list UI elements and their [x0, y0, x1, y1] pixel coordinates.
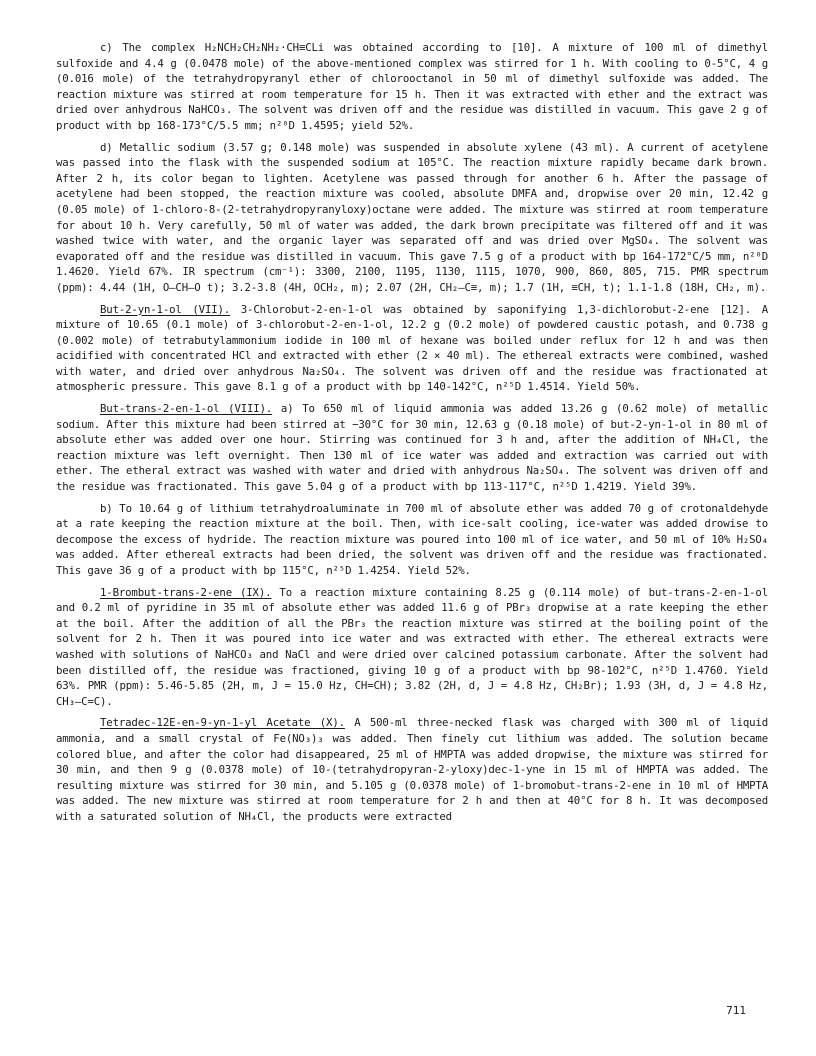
paragraph-1-brombut-trans-2-ene — [56, 585, 768, 710]
paragraph-tetradecenynyl-acetate — [56, 715, 768, 824]
section-heading: But-trans-2-en-1-ol (VIII). — [100, 402, 273, 416]
paragraph-text: d) Metallic sodium (3.57 g; 0.148 mole) was suspended in absolute xylene (43 ml). A current of acetylene was passed into the flask with the suspended sodium at 105°C. The reaction mixture rapidly became dark brown. After 2 h, its color began to lighten. Acetylene was passed through for another 6 h. After the passage of acetylene had been stopped, the reaction mixture was cooled, absolute DMFA and, dropwise over 20 min, 12.42 g (0.05 mole) of 1-chloro-8-(2-tetrahydropyranyloxy)octane were added. The mixture was stirred at room temperature for about 10 h. Very carefully, 50 ml of water was added, the dark brown precipitate was filtered off and it was washed twice with water, and the organic layer was separated off and was dried over MgSO₄. The solvent was evaporated off and the residue was distilled in vacuum. This gave 7.5 g of a product with bp 164-172°C/5 mm, n²⁰D 1.4620. Yield 67%. IR spectrum (cm⁻¹): 3300, 2100, 1195, 1130, 1115, 1070, 900, 860, 805, 715. PMR spectrum (ppm): 4.44 (1H, O–CH–O t); 3.2-3.8 (4H, OCH₂, m); 2.07 (2H, CH₂–C≡, m); 1.7 (1H, ≡CH, t); 1.1-1.8 (18H, CH₂, m). — [56, 140, 768, 294]
paragraph-text: To a reaction mixture containing 8.25 g (0.114 mole) of but-trans-2-en-1-ol and 0.2 ml of pyridine in 35 ml of absolute ether was added 11.6 g of PBr₃ dropwise at a rate keeping the ether at the boil. After the addition of all the PBr₃ the reaction mixture was stirred at the boiling point of the solvent for 2 h. Then it was poured into ice water and was extracted with ether. The ethereal extracts were washed with solutions of NaHCO₃ and NaCl and were dried over calcined potassium carbonate. After the solvent had been distilled off, the residue was fractioned, giving 10 g of a product with bp 98-102°C, n²⁵D 1.4760. Yield 63%. PMR (ppm): 5.46-5.85 (2H, m, J = 15.0 Hz, CH=CH); 3.82 (2H, d, J = 4.8 Hz, CH₂Br); 1.93 (3H, d, J = 4.8 Hz, CH₃–C=C). — [56, 585, 768, 708]
section-heading: 1-Brombut-trans-2-ene (IX). — [100, 585, 272, 599]
page-number: 711 — [726, 1004, 746, 1017]
page-body — [56, 40, 768, 831]
paragraph-text: 3-Chlorobut-2-en-1-ol was obtained by saponifying 1,3-dichlorobut-2-ene [12]. A mixture of 10.65 (0.1 mole) of 3-chlorobut-2-en-1-ol, 12.2 g (0.2 mole) of powdered caustic potash, and 0.738 g (0.002 mole) of tetrabutylammonium iodide in 100 ml of hexane was boiled under reflux for 12 h and was then acidified with concentrated HCl and extracted with ether (2 × 40 ml). The ethereal extracts were combined, washed with water, and dried over anhydrous Na₂SO₄. The solvent was driven off and the residue was fractionated at atmospheric pressure. This gave 8.1 g of a product with bp 140-142°C, n²⁵D 1.4514. Yield 50%. — [56, 302, 768, 394]
paragraph-text: A 500-ml three-necked flask was charged with 300 ml of liquid ammonia, and a small crystal of Fe(NO₃)₃ was added. Then finely cut lithium was added. The solution became colored blue, and after the color had disappeared, 25 ml of HMPTA was added dropwise, the mixture was stirred for 30 min, and then 9 g (0.0378 mole) of 10-(tetrahydropyran-2-yloxy)dec-1-yne in 15 ml of HMPTA was added. The resulting mixture was stirred for 30 min, and 5.105 g (0.0378 mole) of 1-bromobut-trans-2-ene in 10 ml of HMPTA was added. The new mixture was stirred at room temperature for 2 h and then at 40°C for 8 h. It was decomposed with a saturated solution of NH₄Cl, the products were extracted — [56, 716, 769, 823]
paragraph-but-trans-2-en-1-ol-b — [56, 501, 768, 579]
section-heading: But-2-yn-1-ol (VII). — [100, 302, 231, 316]
paragraph-text: b) To 10.64 g of lithium tetrahydroaluminate in 700 ml of absolute ether was added 70 g of crotonaldehyde at a rate keeping the reaction mixture at the boil. Then, with ice-salt cooling, ice-water was added drowise to decompose the excess of hydride. The reaction mixture was poured into 100 ml of ice water, and 50 ml of 10% H₂SO₄ was added. After ethereal extracts had been dried, the solvent was driven off and the residue was fractionated. This gave 36 g of a product with bp 115°C, n²⁵D 1.4254. Yield 52%. — [56, 501, 768, 577]
paragraph-but-2-yn-1-ol — [56, 302, 768, 396]
section-heading: Tetradec-12E-en-9-yn-1-yl Acetate (X). — [100, 716, 345, 730]
paragraph-synthesis-d — [56, 140, 768, 296]
paragraph-text: a) To 650 ml of liquid ammonia was added 13.26 g (0.62 mole) of metallic sodium. After this mixture had been stirred at −30°C for 30 min, 12.63 g (0.18 mole) of but-2-yn-1-ol in 80 ml of absolute ether was added over one hour. Stirring was continued for 3 h and, after the addition of NH₄Cl, the reaction mixture was left overnight. Then 130 ml of ice water was added and extraction was carried out with ether. The etheral extract was washed with water and dried with anhydrous Na₂SO₄. The solvent was driven off and the residue was fractionated. This gave 5.04 g of a product with bp 113-117°C, n²⁵D 1.4219. Yield 39%. — [56, 402, 768, 494]
paragraph-but-trans-2-en-1-ol — [56, 401, 768, 495]
paragraph-text: c) The complex H₂NCH₂CH₂NH₂·CH≡CLi was obtained according to [10]. A mixture of 100 ml of dimethyl sulfoxide and 4.4 g (0.0478 mole) of the above-mentioned complex was stirred for 1 h. With cooling to 0-5°C, 4 g (0.016 mole) of the tetrahydropyranyl ether of chlorooctanol in 50 ml of dimethyl sulfoxide was added. The reaction mixture was stirred at room temperature for 15 h. Then it was extracted with ether and the extract was dried over anhydrous NaHCO₃. The solvent was driven off and the residue was distilled in vacuum. This gave 2 g of product with bp 168-173°C/5.5 mm; n²⁰D 1.4595; yield 52%. — [56, 41, 768, 132]
paragraph-complex-synthesis-c — [56, 40, 768, 134]
